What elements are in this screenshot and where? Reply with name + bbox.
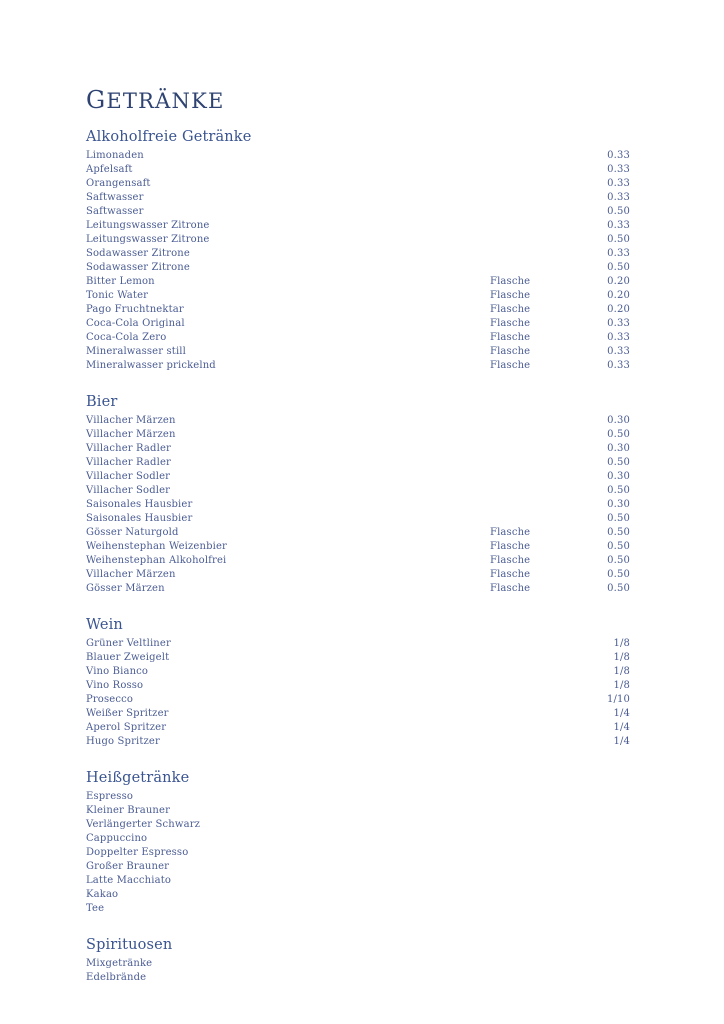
menu-item	[86, 275, 630, 289]
menu-item-name: Saisonales Hausbier	[86, 513, 193, 524]
menu-item-price: 0.33	[607, 178, 630, 189]
menu-item-price: 0.50	[607, 206, 630, 217]
menu-item	[86, 247, 630, 261]
menu-item-price: 0.30	[607, 443, 630, 454]
menu-item-price: 0.33	[607, 164, 630, 175]
menu-item-name: Weihenstephan Weizenbier	[86, 541, 227, 552]
menu-item-price: 0.33	[607, 220, 630, 231]
section-heading: Heißgetränke	[86, 770, 190, 786]
menu-item	[86, 846, 630, 860]
menu-item-price: 0.50	[607, 513, 630, 524]
section-heading: Wein	[86, 617, 123, 633]
menu-item-unit: Flasche	[490, 332, 531, 343]
menu-item-price: 1/10	[606, 694, 630, 705]
menu-item-price: 0.20	[607, 290, 630, 301]
menu-item-price: 0.20	[607, 304, 630, 315]
menu-item-price: 0.50	[607, 541, 630, 552]
menu-item	[86, 303, 630, 317]
menu-item	[86, 679, 630, 693]
menu-item	[86, 163, 630, 177]
menu-item-price: 0.33	[607, 360, 630, 371]
menu-item-price: 0.33	[607, 192, 630, 203]
menu-item-name: Tonic Water	[86, 290, 149, 301]
menu-item	[86, 707, 630, 721]
menu-item	[86, 442, 630, 456]
menu-section	[86, 393, 630, 596]
menu-item	[86, 554, 630, 568]
menu-item	[86, 818, 630, 832]
menu-item-unit: Flasche	[490, 527, 531, 538]
menu-item-name: Saftwasser	[86, 192, 144, 203]
menu-item	[86, 721, 630, 735]
menu-section	[86, 616, 630, 749]
section-heading: Bier	[86, 394, 118, 410]
menu-item-name: Villacher Sodler	[86, 485, 171, 496]
menu-item	[86, 665, 630, 679]
menu-item	[86, 804, 630, 818]
menu-item-name: Mineralwasser prickelnd	[86, 360, 216, 371]
menu-item-name: Blauer Zweigelt	[86, 652, 170, 663]
menu-item-name: Hugo Spritzer	[86, 736, 160, 747]
menu-item-name: Leitungswasser Zitrone	[86, 234, 210, 245]
menu-item-price: 1/4	[613, 708, 630, 719]
menu-item	[86, 832, 630, 846]
menu-sections	[86, 128, 630, 985]
menu-item-name: Saisonales Hausbier	[86, 499, 193, 510]
menu-item-unit: Flasche	[490, 318, 531, 329]
menu-item-price: 0.50	[607, 527, 630, 538]
menu-item	[86, 428, 630, 442]
menu-item-unit: Flasche	[490, 346, 531, 357]
menu-item-list	[86, 957, 630, 985]
menu-item-name: Villacher Märzen	[86, 415, 176, 426]
menu-item-name: Weihenstephan Alkoholfrei	[86, 555, 227, 566]
menu-item-price: 1/8	[613, 666, 630, 677]
menu-item	[86, 470, 630, 484]
menu-item-unit: Flasche	[490, 583, 531, 594]
menu-item-name: Leitungswasser Zitrone	[86, 220, 210, 231]
menu-section	[86, 128, 630, 373]
menu-item	[86, 149, 630, 163]
menu-item-name: Apfelsaft	[86, 164, 133, 175]
menu-item-name: Cappuccino	[86, 833, 148, 844]
menu-section	[86, 769, 630, 916]
menu-item	[86, 414, 630, 428]
menu-item-name: Edelbrände	[86, 972, 147, 983]
menu-item-name: Mineralwasser still	[86, 346, 186, 357]
menu-item	[86, 498, 630, 512]
menu-item-name: Espresso	[86, 791, 134, 802]
menu-item-name: Großer Brauner	[86, 861, 170, 872]
menu-item	[86, 637, 630, 651]
menu-item-name: Prosecco	[86, 694, 134, 705]
menu-item	[86, 317, 630, 331]
menu-item-name: Kakao	[86, 889, 119, 900]
menu-item-price: 0.20	[607, 276, 630, 287]
menu-item-name: Limonaden	[86, 150, 144, 161]
menu-item-list	[86, 149, 630, 373]
menu-item-list	[86, 790, 630, 916]
menu-item	[86, 888, 630, 902]
menu-item-name: Gösser Naturgold	[86, 527, 179, 538]
menu-item-unit: Flasche	[490, 276, 531, 287]
menu-item-name: Villacher Märzen	[86, 429, 176, 440]
menu-item	[86, 191, 630, 205]
menu-item-price: 0.50	[607, 569, 630, 580]
menu-item-name: Saftwasser	[86, 206, 144, 217]
menu-item	[86, 582, 630, 596]
menu-item-price: 0.50	[607, 234, 630, 245]
menu-item	[86, 568, 630, 582]
menu-item-name: Vino Rosso	[86, 680, 144, 691]
menu-item	[86, 456, 630, 470]
menu-item-price: 1/4	[613, 722, 630, 733]
menu-item	[86, 205, 630, 219]
menu-item-name: Villacher Radler	[86, 457, 171, 468]
menu-item	[86, 860, 630, 874]
menu-item-price: 0.50	[607, 555, 630, 566]
page-title: getränke	[86, 77, 225, 117]
menu-item	[86, 874, 630, 888]
menu-item	[86, 289, 630, 303]
menu-item-price: 0.33	[607, 332, 630, 343]
menu-item-price: 1/8	[613, 638, 630, 649]
menu-item	[86, 957, 630, 971]
menu-item-name: Verlängerter Schwarz	[86, 819, 201, 830]
menu-item-price: 0.50	[607, 429, 630, 440]
menu-item-list	[86, 637, 630, 749]
menu-item-name: Gösser Märzen	[86, 583, 165, 594]
menu-item	[86, 526, 630, 540]
menu-item-unit: Flasche	[490, 304, 531, 315]
menu-item-price: 0.33	[607, 248, 630, 259]
menu-item	[86, 512, 630, 526]
menu-item-unit: Flasche	[490, 541, 531, 552]
menu-item-name: Sodawasser Zitrone	[86, 248, 190, 259]
menu-item-name: Doppelter Espresso	[86, 847, 189, 858]
menu-item-name: Villacher Radler	[86, 443, 171, 454]
menu-section	[86, 936, 630, 985]
menu-item-unit: Flasche	[490, 569, 531, 580]
menu-item-price: 1/8	[613, 652, 630, 663]
menu-item-list	[86, 414, 630, 596]
menu-item-name: Sodawasser Zitrone	[86, 262, 190, 273]
menu-item	[86, 971, 630, 985]
menu-item-name: Latte Macchiato	[86, 875, 172, 886]
menu-item-unit: Flasche	[490, 555, 531, 566]
menu-item-price: 1/4	[613, 736, 630, 747]
menu-item-name: Bitter Lemon	[86, 276, 155, 287]
menu-item-unit: Flasche	[490, 290, 531, 301]
menu-item-name: Grüner Veltliner	[86, 638, 171, 649]
menu-item-price: 0.33	[607, 318, 630, 329]
menu-item-price: 0.30	[607, 499, 630, 510]
menu-item	[86, 790, 630, 804]
menu-item-name: Coca-Cola Original	[86, 318, 185, 329]
menu-item	[86, 651, 630, 665]
menu-item-name: Coca-Cola Zero	[86, 332, 167, 343]
menu-item-name: Mixgetränke	[86, 958, 153, 969]
menu-item-name: Vino Bianco	[86, 666, 149, 677]
menu-item	[86, 359, 630, 373]
menu-item-name: Pago Fruchtnektar	[86, 304, 184, 315]
menu-item-price: 1/8	[613, 680, 630, 691]
menu-item-price: 0.50	[607, 485, 630, 496]
menu-item-name: Kleiner Brauner	[86, 805, 171, 816]
menu-item-name: Tee	[86, 903, 105, 914]
section-heading: Alkoholfreie Getränke	[86, 129, 252, 145]
menu-item	[86, 345, 630, 359]
menu-item-name: Villacher Sodler	[86, 471, 171, 482]
menu-item	[86, 261, 630, 275]
menu-item-name: Villacher Märzen	[86, 569, 176, 580]
menu-item-price: 0.50	[607, 262, 630, 273]
menu-item	[86, 484, 630, 498]
menu-item-name: Orangensaft	[86, 178, 151, 189]
menu-item	[86, 735, 630, 749]
section-heading: Spirituosen	[86, 937, 173, 953]
menu-item	[86, 331, 630, 345]
menu-item	[86, 540, 630, 554]
menu-item-name: Aperol Spritzer	[86, 722, 167, 733]
menu-item-price: 0.50	[607, 457, 630, 468]
menu-item	[86, 693, 630, 707]
menu-item	[86, 902, 630, 916]
menu-item-unit: Flasche	[490, 360, 531, 371]
menu-item	[86, 219, 630, 233]
menu-item-name: Weißer Spritzer	[86, 708, 169, 719]
menu-item	[86, 177, 630, 191]
menu-item-price: 0.33	[607, 150, 630, 161]
menu-item-price: 0.33	[607, 346, 630, 357]
menu-item-price: 0.30	[607, 471, 630, 482]
menu-item-price: 0.30	[607, 415, 630, 426]
menu-item-price: 0.50	[607, 583, 630, 594]
menu-item	[86, 233, 630, 247]
